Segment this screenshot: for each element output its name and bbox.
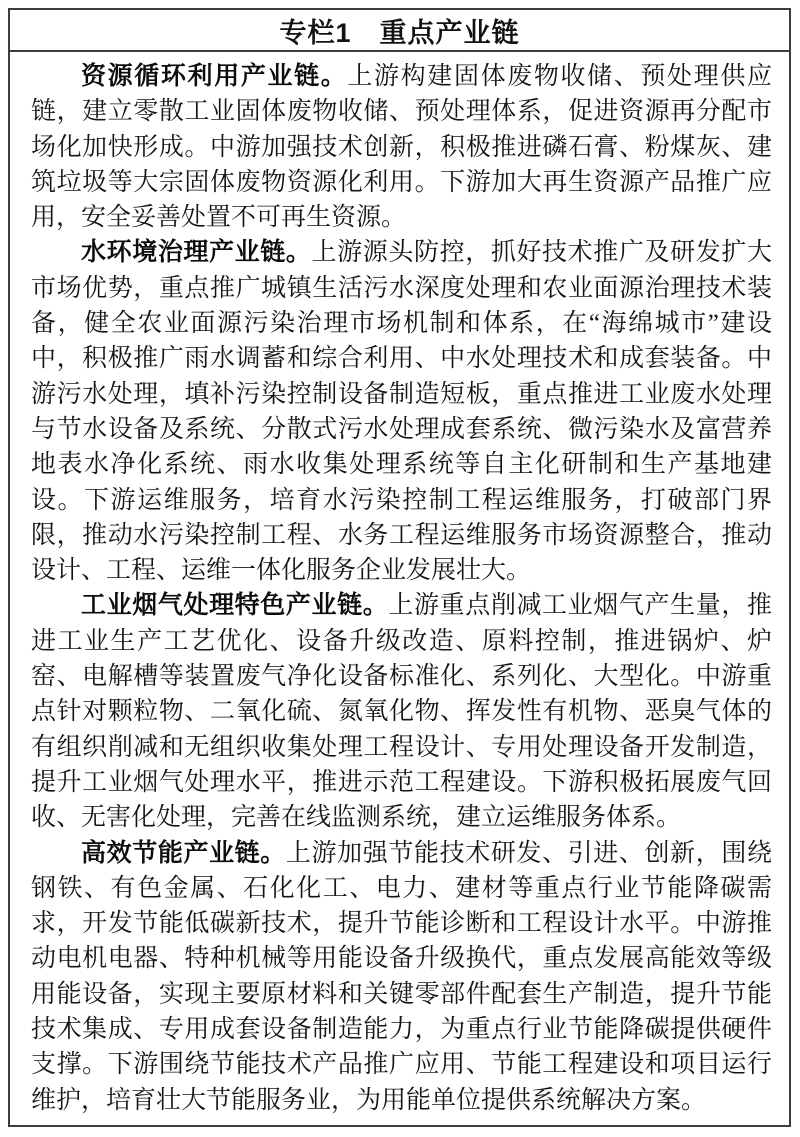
column-title-bar: [10, 10, 789, 52]
paragraph-text: 上游加强节能技术研发、引进、创新，围绕钢铁、有色金属、石化化工、电力、建材等重点行业节能降碳需求，开发节能低碳新技术，提升节能诊断和工程设计水平。中游推动电机电器、特种机械等用能设备升级换代，重点发展高能效等级用能设备，实现主要原材料和关键零部件配套生产制造，提升节能技术集成、专用成套设备制造能力，为重点行业节能降碳提供硬件支撑。下游围绕节能技术产品推广应用、节能工程建设和项目运行维护，培育壮大节能服务业，为用能单位提供系统解决方案。: [31, 839, 772, 1114]
paragraph-resource-recycling: [31, 59, 772, 235]
paragraph-text: 上游源头防控，抓好技术推广及研发扩大市场优势，重点推广城镇生活污水深度处理和农业面源治理技术装备，健全农业面源污染治理市场机制和体系，在“海绵城市”建设中，积极推广雨水调蓄和综合利用、中水处理技术和成套装备。中游污水处理，填补污染控制设备制造短板，重点推进工业废水处理与节水设备及系统、分散式污水处理成套系统、微污染水及富营养地表水净化系统、雨水收集处理系统等自主化研制和生产基地建设。下游运维服务，培育水污染控制工程运维服务，打破部门界限，推动水污染控制工程、水务工程运维服务市场资源整合，推动设计、工程、运维一体化服务企业发展壮大。: [31, 239, 772, 585]
paragraph-energy-efficiency: [31, 836, 772, 1118]
paragraph-text: 上游重点削减工业烟气产生量，推进工业生产工艺优化、设备升级改造、原料控制，推进锅炉、炉窑、电解槽等装置废气净化设备标准化、系列化、大型化。中游重点针对颗粒物、二氧化硫、氮氧化物、挥发性有机物、恶臭气体的有组织削减和无组织收集处理工程设计、专用处理设备开发制造，提升工业烟气处理水平，推进示范工程建设。下游积极拓展废气回收、无害化处理，完善在线监测系统，建立运维服务体系。: [31, 592, 772, 832]
paragraph-lead: 高效节能产业链。: [81, 839, 286, 867]
column-box: [8, 8, 791, 1127]
column-body: [10, 52, 789, 1125]
paragraph-lead: 资源循环利用产业链。: [81, 63, 348, 90]
paragraph-water-environment: [31, 235, 772, 588]
paragraph-lead: 工业烟气处理特色产业链。: [81, 592, 389, 620]
paragraph-lead: 水环境治理产业链。: [81, 239, 312, 267]
paragraph-text: 上游构建固体废物收储、预处理供应链，建立零散工业固体废物收储、预处理体系，促进资源再分配市场化加快形成。中游加强技术创新，积极推进磷石膏、粉煤灰、建筑垃圾等大宗固体废物资源化利用。下游加大再生资源产品推广应用，安全妥善处置不可再生资源。: [31, 63, 772, 232]
paragraph-industrial-flue-gas: [31, 588, 772, 835]
column-title: 专栏1 重点产业链: [279, 17, 520, 48]
